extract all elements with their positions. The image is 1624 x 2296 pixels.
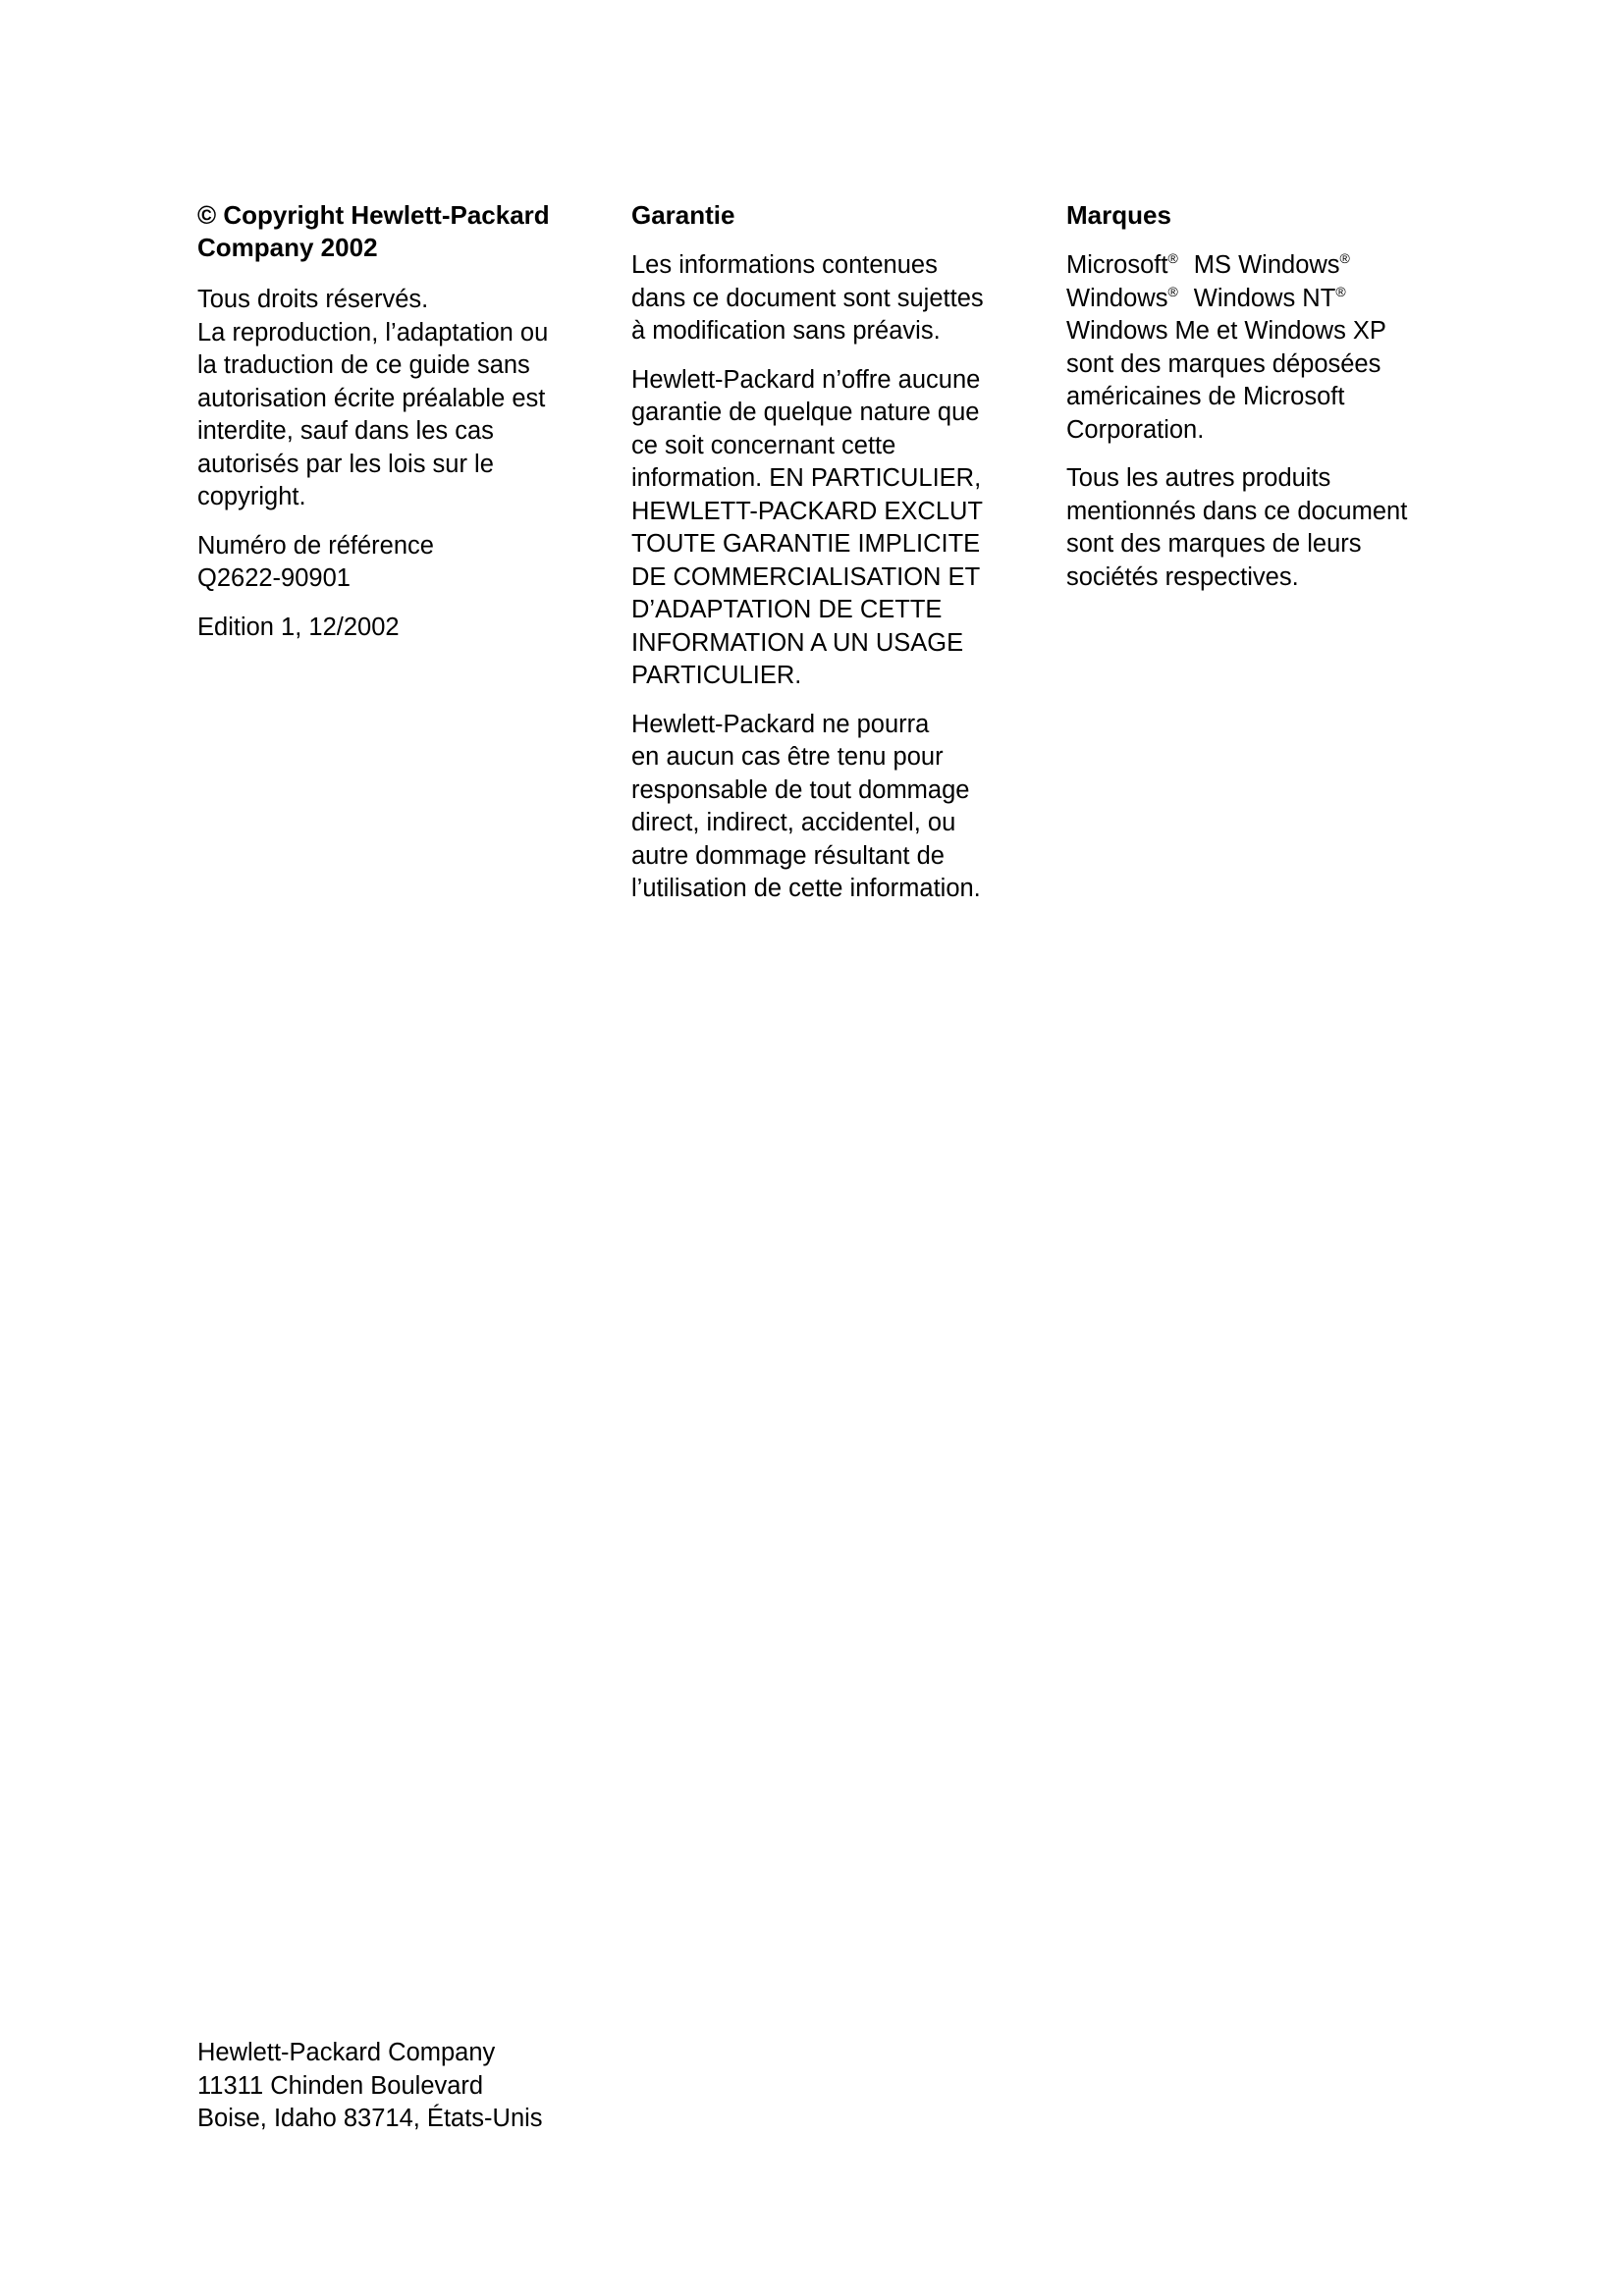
warranty-paragraph	[631, 249, 1024, 348]
text-line: la traduction de ce guide sans	[197, 351, 530, 379]
text-line: INFORMATION A UN USAGE	[631, 628, 964, 657]
text-line: TOUTE GARANTIE IMPLICITE	[631, 530, 981, 558]
text-line: information. EN PARTICULIER,	[631, 464, 982, 492]
copyright-heading-line: Company 2002	[197, 233, 378, 262]
warranty-paragraph	[631, 364, 1024, 693]
text-line: Hewlett-Packard n’offre aucune	[631, 365, 981, 394]
text-line: autre dommage résultant de	[631, 841, 945, 870]
text-line: DE COMMERCIALISATION ET	[631, 562, 981, 591]
text-line: sont des marques déposées	[1066, 349, 1381, 378]
text-line	[1066, 249, 1459, 283]
text-line	[1066, 283, 1459, 316]
text-line: D’ADAPTATION DE CETTE	[631, 596, 943, 623]
trademark-name: MS Windows	[1193, 251, 1340, 279]
text-line: Les informations contenues	[631, 251, 938, 279]
trademark-symbol: ®	[1167, 250, 1178, 266]
text-line: sont des marques de leurs	[1066, 530, 1362, 558]
address-line: 11311 Chinden Boulevard	[197, 2071, 484, 2100]
copyright-column	[197, 199, 590, 644]
text-line: Q2622-90901	[197, 564, 351, 592]
warranty-column	[631, 199, 1024, 906]
text-line: autorisation écrite préalable est	[197, 384, 546, 412]
trademarks-paragraph	[1066, 249, 1459, 447]
text-line: PARTICULIER.	[631, 662, 802, 689]
text-line: Tous droits réservés.	[197, 286, 429, 313]
reference-number	[197, 530, 590, 596]
trademarks-heading: Marques	[1066, 200, 1171, 230]
text-line: en aucun cas être tenu pour	[631, 743, 944, 771]
edition-info	[197, 612, 590, 645]
text-line: direct, indirect, accidentel, ou	[631, 809, 956, 836]
text-line: Numéro de référence	[197, 531, 434, 560]
text-line: mentionnés dans ce document	[1066, 497, 1408, 525]
text-line: américaines de Microsoft	[1066, 383, 1345, 410]
text-line: garantie de quelque nature que	[631, 399, 980, 426]
trademark-symbol: ®	[1335, 283, 1346, 299]
trademark-symbol: ®	[1167, 283, 1178, 299]
text-line: HEWLETT-PACKARD EXCLUT	[631, 497, 983, 525]
text-line: dans ce document sont sujettes	[631, 284, 984, 312]
rights-paragraph	[197, 284, 590, 514]
warranty-heading: Garantie	[631, 200, 735, 230]
trademark-name: Microsoft	[1066, 251, 1168, 279]
text-line: Tous les autres produits	[1066, 464, 1331, 492]
company-address	[197, 2037, 543, 2136]
text-line: copyright.	[197, 483, 306, 510]
text-line: Corporation.	[1066, 415, 1205, 444]
text-line: La reproduction, l’adaptation ou	[197, 318, 549, 347]
text-line: Windows Me et Windows XP	[1066, 317, 1386, 345]
text-line: responsable de tout dommage	[631, 775, 970, 804]
text-line: à modification sans préavis.	[631, 317, 941, 345]
text-line: autorisés par les lois sur le	[197, 450, 494, 478]
trademarks-paragraph	[1066, 462, 1459, 594]
trademark-name: Windows	[1066, 284, 1168, 312]
text-line: Hewlett-Packard ne pourra	[631, 710, 930, 738]
text-line: Edition 1, 12/2002	[197, 613, 400, 641]
warranty-paragraph	[631, 709, 1024, 906]
text-line: ce soit concernant cette	[631, 431, 896, 459]
trademark-name: Windows NT	[1193, 284, 1336, 312]
address-line: Hewlett-Packard Company	[197, 2039, 496, 2066]
copyright-heading	[197, 199, 570, 264]
address-line: Boise, Idaho 83714, États-Unis	[197, 2105, 543, 2132]
text-line: l’utilisation de cette information.	[631, 875, 981, 902]
copyright-heading-line: © Copyright Hewlett-Packard	[197, 200, 550, 230]
trademark-symbol: ®	[1339, 250, 1350, 266]
text-line: interdite, sauf dans les cas	[197, 417, 494, 445]
text-line: sociétés respectives.	[1066, 562, 1299, 591]
trademarks-column	[1066, 199, 1459, 594]
